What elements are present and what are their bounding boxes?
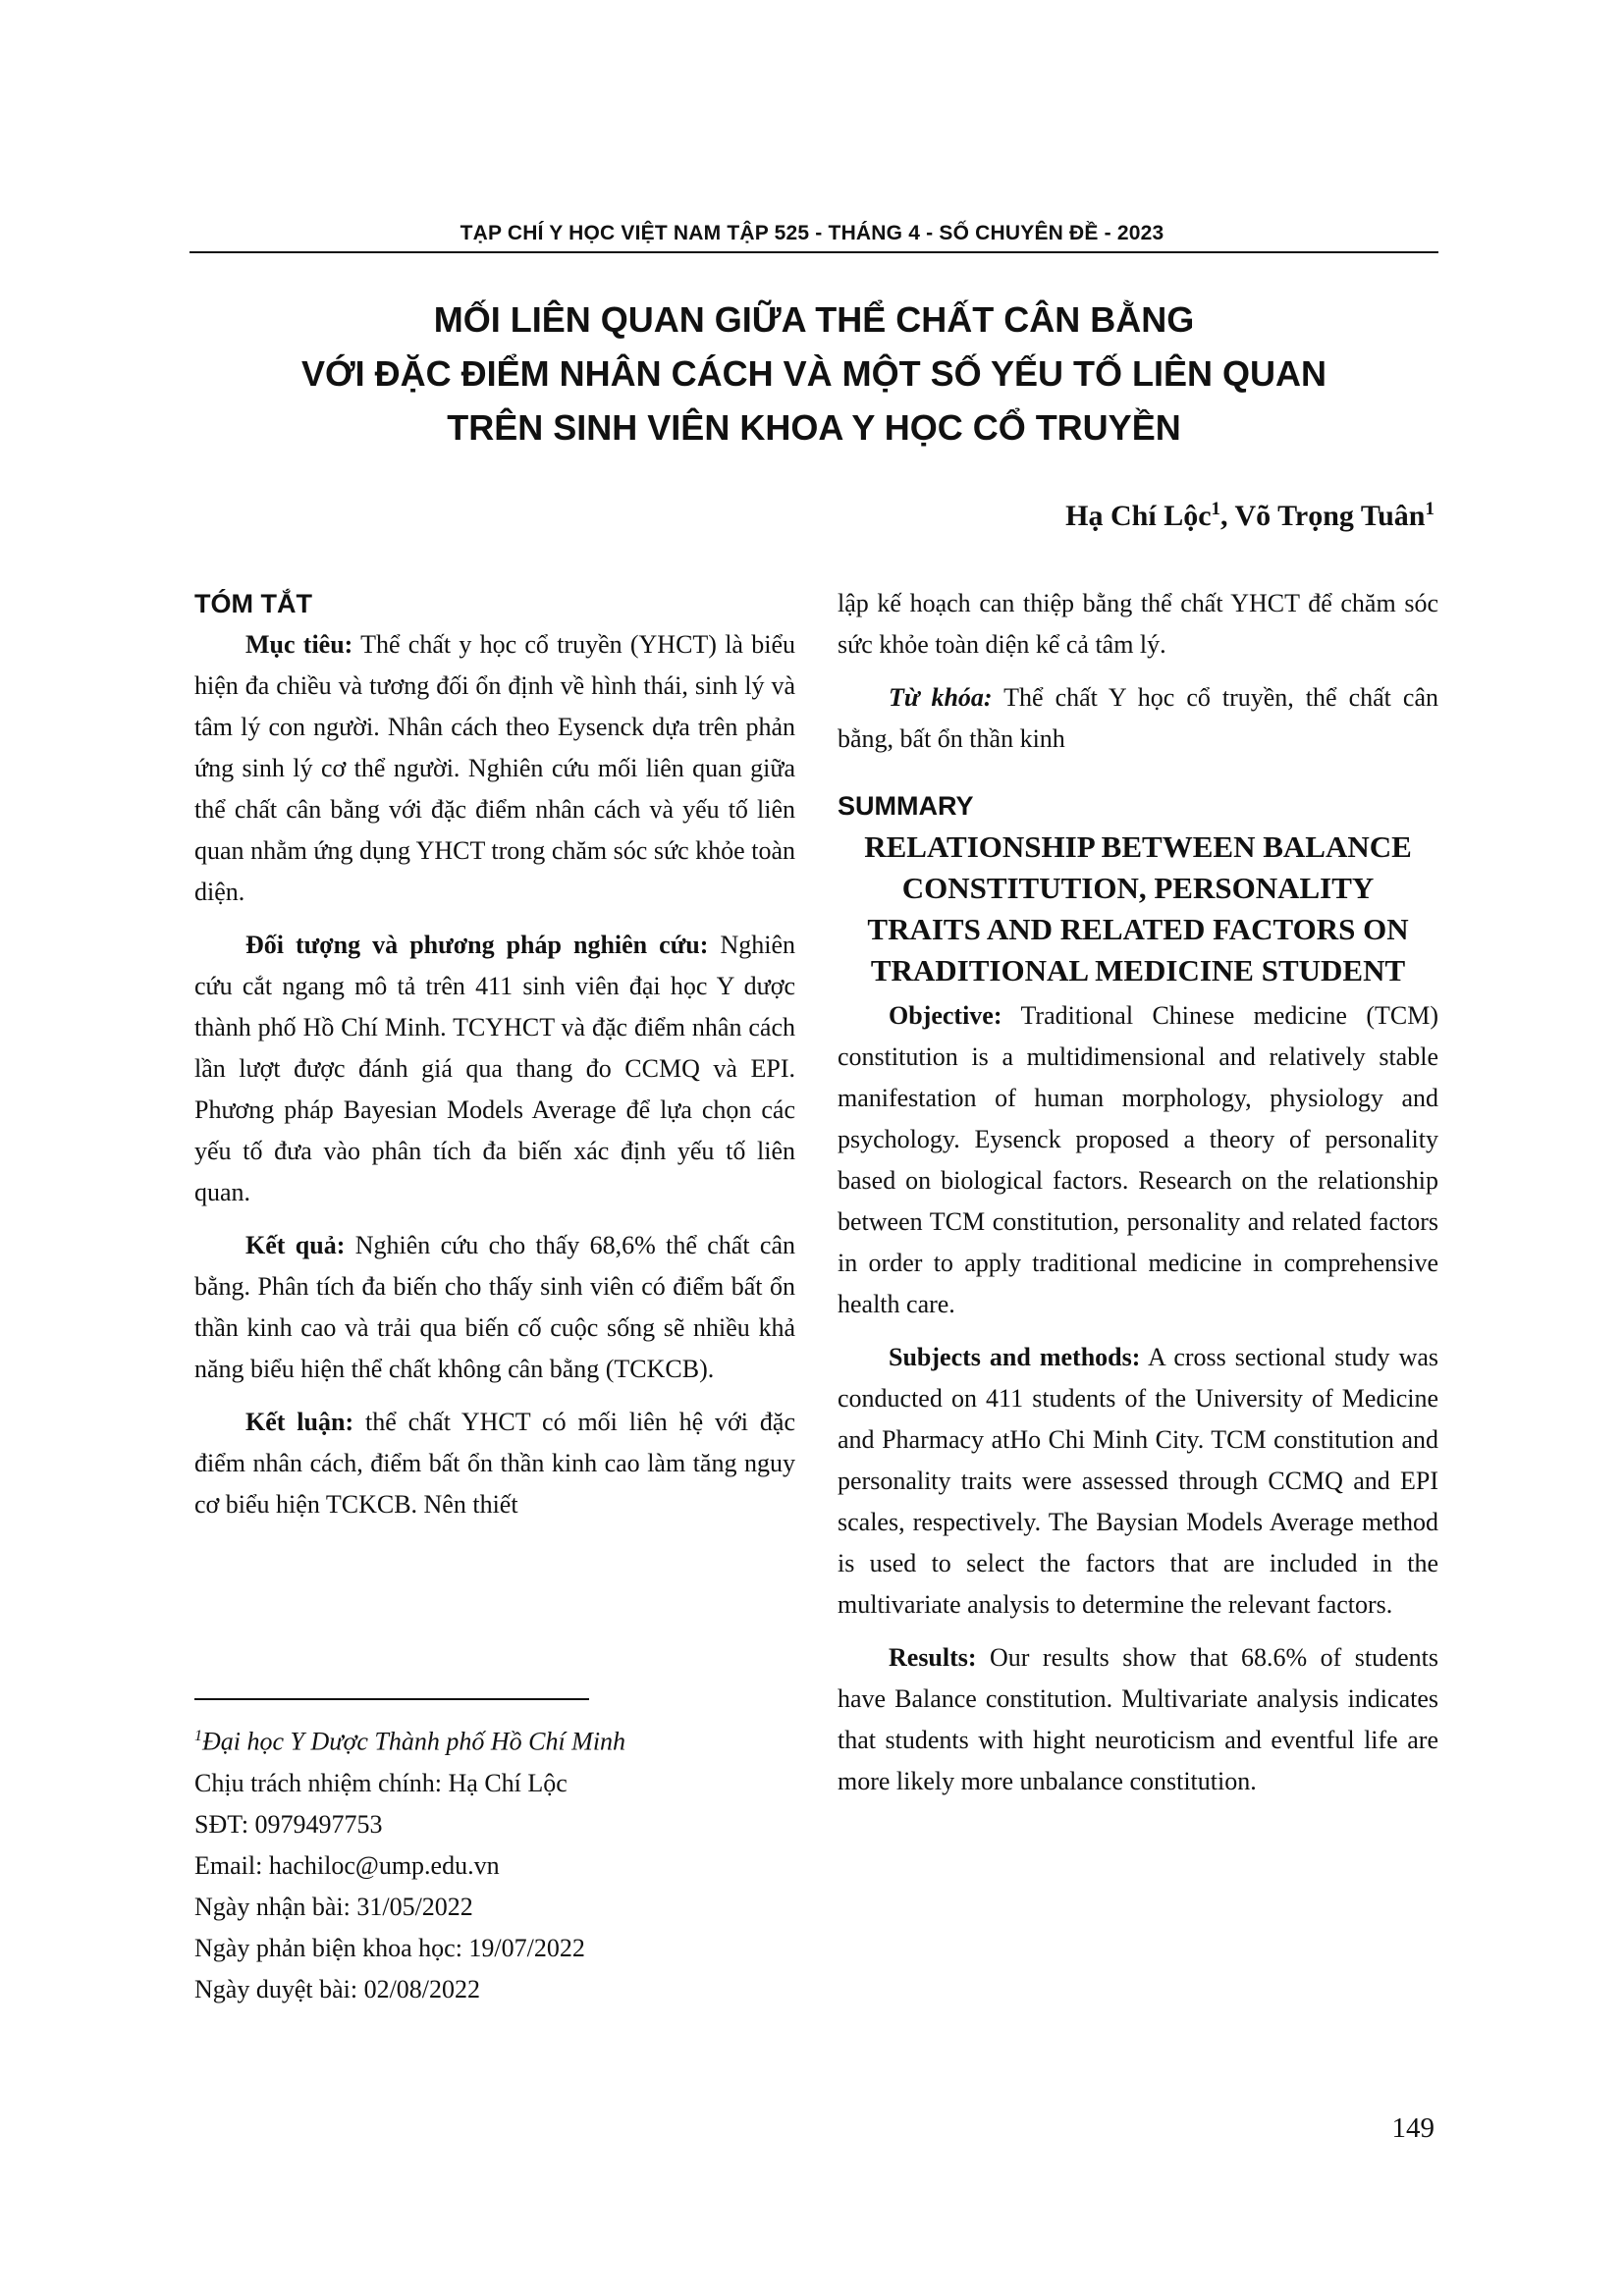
conclusion-text-part: thể chất YHCT có mối liên hệ với đặc điểm nhân cách, điểm bất ổn thần kinh cao làm tăng nguy cơ biểu hiện TCKCB. Nên thiết xyxy=(194,1408,795,1519)
methods-text: Nghiên cứu cắt ngang mô tả trên 411 sinh viên đại học Y dược thành phố Hồ Chí Minh. TCYHCT và đặc điểm nhân cách lần lượt được đánh giá qua thang đo CCMQ và EPI. Phương pháp Bayesian Models Average để lựa chọn các yếu tố đưa vào phân tích đa biến xác định yếu tố liên quan. xyxy=(194,931,796,1206)
results-text-en: Our results show that 68.6% of students have Balance constitution. Multivariate analysis indicates that students with hight neuroticism and eventful life are more likely more unbalance constitution. xyxy=(838,1643,1438,1795)
author-affiliation-mark: 1 xyxy=(1425,499,1435,519)
methods-label: Đối tượng và phương pháp nghiên cứu: xyxy=(245,931,709,959)
page-number: 149 xyxy=(1391,2112,1435,2144)
methods-label-en: Subjects and methods: xyxy=(889,1343,1141,1371)
right-column xyxy=(838,583,1438,1814)
left-column xyxy=(194,583,795,1537)
keywords-label: Từ khóa: xyxy=(889,683,993,712)
results-label: Kết quả: xyxy=(245,1231,346,1259)
objective-label-en: Objective: xyxy=(889,1001,1002,1030)
english-title xyxy=(830,827,1446,991)
summary-objective xyxy=(838,995,1438,1325)
results-label-en: Results: xyxy=(889,1643,977,1672)
conclusion-label: Kết luận: xyxy=(245,1408,354,1436)
author-name: Võ Trọng Tuân xyxy=(1234,500,1426,532)
footnote-rule xyxy=(194,1698,589,1700)
title-line: VỚI ĐẶC ĐIỂM NHÂN CÁCH VÀ MỘT SỐ YẾU TỐ LIÊN QUAN xyxy=(300,353,1327,394)
objective-text: Thể chất y học cổ truyền (YHCT) là biểu hiện đa chiều và tương đối ổn định về hình thái, sinh lý và tâm lý con người. Nhân cách theo Eysenck dựa trên phản ứng sinh lý cơ thể người. Nghiên cứu mối liên quan giữa thể chất cân bằng với đặc điểm nhân cách và yếu tố liên quan nhằm ứng dụng YHCT trong chăm sóc sức khỏe toàn diện. xyxy=(194,630,795,906)
objective-text-en: Traditional Chinese medicine (TCM) constitution is a multidimensional and relatively stable manifestation of human morphology, physiology and psychology. Eysenck proposed a theory of personality based on biological factors. Research on the relationship between TCM constitution, personality and related factors in order to apply traditional medicine in comprehensive health care. xyxy=(838,1001,1438,1318)
english-title-line: TRAITS AND RELATED FACTORS ON xyxy=(867,912,1409,946)
title-line: TRÊN SINH VIÊN KHOA Y HỌC CỔ TRUYỀN xyxy=(447,407,1181,448)
methods-text-en: A cross sectional study was conducted on 411 students of the University of Medicine and Pharmacy atHo Chi Minh City. TCM constitution and personality traits were assessed through CCMQ and EPI scales, respectively. The Baysian Models Average method is used to select the factors that are included in the multivariate analysis to determine the relevant factors. xyxy=(838,1343,1439,1619)
author-list xyxy=(1065,499,1435,533)
footnote-line: Ngày phản biện khoa học: 19/07/2022 xyxy=(194,1933,585,1962)
author-name: Hạ Chí Lộc xyxy=(1065,500,1212,532)
abstract-results xyxy=(194,1225,795,1390)
summary-methods xyxy=(838,1337,1438,1626)
affiliation-text: Đại học Y Dược Thành phố Hồ Chí Minh xyxy=(202,1727,626,1756)
footnote-affiliation xyxy=(194,1716,803,1763)
english-title-line: CONSTITUTION, PERSONALITY xyxy=(901,871,1375,905)
author-separator: , xyxy=(1220,500,1235,532)
abstract-objective xyxy=(194,624,795,913)
affiliation-mark: 1 xyxy=(194,1728,202,1744)
footnote-line: SĐT: 0979497753 xyxy=(194,1809,383,1839)
keywords-text: Thể chất Y học cổ truyền, thể chất cân bằng, bất ổn thần kinh xyxy=(838,683,1438,753)
abstract-keywords xyxy=(838,677,1438,760)
english-title-line: RELATIONSHIP BETWEEN BALANCE xyxy=(864,829,1412,864)
article-title xyxy=(189,293,1438,454)
summary-results xyxy=(838,1637,1438,1802)
abstract-conclusion xyxy=(194,1402,795,1525)
author-affiliation-mark: 1 xyxy=(1211,499,1221,519)
abstract-methods xyxy=(194,925,795,1213)
footnote-line: Ngày duyệt bài: 02/08/2022 xyxy=(194,1974,481,2003)
title-line: MỐI LIÊN QUAN GIỮA THỂ CHẤT CÂN BẰNG xyxy=(433,299,1195,340)
english-title-line: TRADITIONAL MEDICINE STUDENT xyxy=(870,953,1406,988)
footnote-line: Email: hachiloc@ump.edu.vn xyxy=(194,1850,500,1880)
footnotes xyxy=(194,1716,803,2010)
footnote-line: Chịu trách nhiệm chính: Hạ Chí Lộc xyxy=(194,1768,568,1797)
results-text: Nghiên cứu cho thấy 68,6% thể chất cân bằng. Phân tích đa biến cho thấy sinh viên có điểm bất ổn thần kinh cao và trải qua biến cố cuộc sống sẽ nhiều khả năng biểu hiện thể chất không cân bằng (TCKCB). xyxy=(194,1231,796,1383)
abstract-heading: TÓM TẮT xyxy=(194,589,312,618)
abstract-conclusion-continued: lập kế hoạch can thiệp bằng thể chất YHCT để chăm sóc sức khỏe toàn diện kể cả tâm lý. xyxy=(838,589,1438,659)
summary-heading: SUMMARY xyxy=(838,791,974,821)
running-head: TẠP CHÍ Y HỌC VIỆT NAM TẬP 525 - THÁNG 4 - SỐ CHUYÊN ĐỀ - 2023 xyxy=(460,222,1164,244)
header-rule xyxy=(189,251,1438,253)
objective-label: Mục tiêu: xyxy=(245,630,353,659)
footnote-line: Ngày nhận bài: 31/05/2022 xyxy=(194,1892,473,1921)
